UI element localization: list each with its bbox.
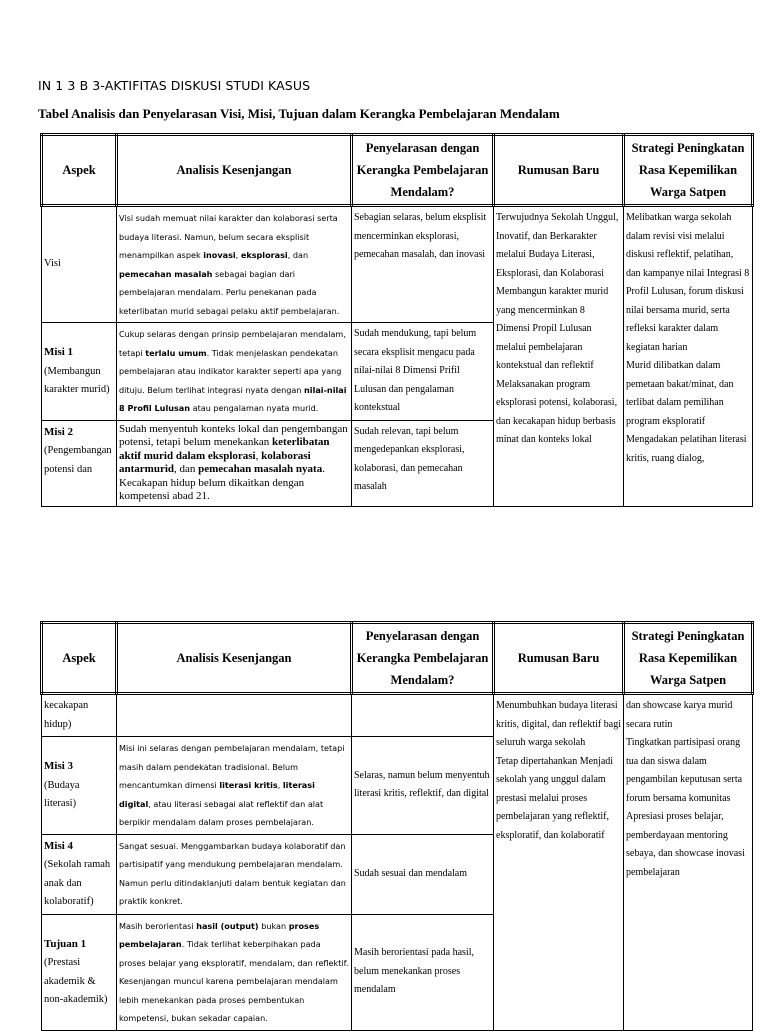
rumusan-baru-2: Menumbuhkan budaya literasi kritis, digital, dan reflektif bagi seluruh warga sekolah Tetap dipertahankan Menjadi sekolah yang unggul dalam prestasi melalui proses pembelajaran yang reflektif, eksploratif, dan kolaboratif: [494, 694, 624, 1031]
header-penyelarasan: Penyelarasan dengan Kerangka Pembelajaran Mendalam?: [352, 135, 494, 206]
strategi-1: Melibatkan warga sekolah dalam revisi visi melalui diskusi reflektif, pelatihan, dan kampanye nilai Integrasi 8 Profil Lulusan, forum diskusi nilai bersama murid, serta refleksi karakter dalam kegiatan harian Murid dilibatkan dalam pemetaan bakat/minat, dan terlibat dalam pemilihan program eksploratif Mengadakan pelatihan literasi kritis, ruang dialog,: [624, 206, 753, 507]
aspek-misi1: Misi 1 (Membangun karakter murid): [42, 323, 117, 421]
aspek-misi2: Misi 2 (Pengembangan potensi dan: [42, 420, 117, 506]
header-analisis-2: Analisis Kesenjangan: [117, 623, 352, 694]
header-strategi: Strategi Peningkatan Rasa Kepemilikan Warga Satpen: [624, 135, 753, 206]
analisis-visi: Visi sudah memuat nilai karakter dan kolaborasi serta budaya literasi. Namun, belum secara eksplisit menampilkan aspek inovasi, eksplorasi, dan pemecahan masalah sebagai bagian dari pembelajaran mendalam. Perlu penekanan pada keterlibatan murid sebagai pelaku aktif pembelajaran.: [117, 206, 352, 323]
header-aspek-2: Aspek: [42, 623, 117, 694]
header-rumusan: Rumusan Baru: [494, 135, 624, 206]
header-aspek: Aspek: [42, 135, 117, 206]
analisis-misi4: Sangat sesuai. Menggambarkan budaya kolaboratif dan partisipatif yang mendukung pembelajaran mendalam. Namun perlu ditindaklanjuti dalam bentuk kegiatan dan praktik konkret.: [117, 834, 352, 914]
analisis-misi3: Misi ini selaras dengan pembelajaran mendalam, tetapi masih dalam pendekatan tradisional. Belum mencantumkan dimensi literasi kritis, literasi digital, atau literasi sebagai alat reflektif dan alat berpikir mendalam dalam proses pembelajaran.: [117, 737, 352, 835]
analisis-tujuan1: Masih berorientasi hasil (output) bukan proses pembelajaran. Tidak terlihat keberpihakan pada proses belajar yang eksploratif, mendalam, dan reflektif. Kesenjangan muncul karena pembelajaran mendalam lebih menekankan pada proses pembentukan kompetensi, bukan sekadar capaian.: [117, 914, 352, 1030]
analisis-continued: [117, 694, 352, 737]
page-heading: IN 1 3 B 3-AKTIFITAS DISKUSI STUDI KASUS: [38, 78, 311, 93]
analysis-table-2: [40, 621, 754, 1031]
penyelarasan-visi: Sebagian selaras, belum eksplisit mencerminkan eksplorasi, pemecahan masalah, dan inovasi: [352, 206, 494, 323]
aspek-visi: Visi: [42, 206, 117, 323]
table-row-continued: [42, 694, 753, 737]
penyelarasan-misi3: Selaras, namun belum menyentuh literasi kritis, reflektif, dan digital: [352, 737, 494, 835]
table-caption: Tabel Analisis dan Penyelarasan Visi, Misi, Tujuan dalam Kerangka Pembelajaran Mendalam: [38, 106, 560, 121]
aspek-continued: kecakapan hidup): [42, 694, 117, 737]
analisis-misi2: Sudah menyentuh konteks lokal dan pengembangan potensi, tetapi belum menekankan keterlibatan aktif murid dalam eksplorasi, kolaborasi antarmurid, dan pemecahan masalah nyata. Kecakapan hidup belum dikaitkan dengan kompetensi abad 21.: [117, 420, 352, 506]
aspek-tujuan1: Tujuan 1 (Prestasi akademik & non-akademik): [42, 914, 117, 1030]
penyelarasan-tujuan1: Masih berorientasi pada hasil, belum menekankan proses mendalam: [352, 914, 494, 1030]
header-strategi-2: Strategi Peningkatan Rasa Kepemilikan Warga Satpen: [624, 623, 753, 694]
aspek-misi3: Misi 3 (Budaya literasi): [42, 737, 117, 835]
table-row-visi: [42, 206, 753, 323]
penyelarasan-misi4: Sudah sesuai dan mendalam: [352, 834, 494, 914]
header-analisis: Analisis Kesenjangan: [117, 135, 352, 206]
analysis-table-1: [40, 133, 754, 507]
header-penyelarasan-2: Penyelarasan dengan Kerangka Pembelajaran Mendalam?: [352, 623, 494, 694]
header-rumusan-2: Rumusan Baru: [494, 623, 624, 694]
penyelarasan-misi1: Sudah mendukung, tapi belum secara eksplisit mengacu pada nilai-nilai 8 Dimensi Prifil Lulusan dan pengalaman kontekstual: [352, 323, 494, 421]
aspek-misi4: Misi 4 (Sekolah ramah anak dan kolaboratif): [42, 834, 117, 914]
strategi-2: dan showcase karya murid secara rutin Tingkatkan partisipasi orang tua dan siswa dalam pengambilan keputusan serta forum bersama komunitas Apresiasi proses belajar, pemberdayaan mentoring sebaya, dan showcase inovasi pembelajaran: [624, 694, 753, 1031]
penyelarasan-misi2: Sudah relevan, tapi belum mengedepankan eksplorasi, kolaborasi, dan pemecahan masalah: [352, 420, 494, 506]
penyelarasan-continued: [352, 694, 494, 737]
analisis-misi1: Cukup selaras dengan prinsip pembelajaran mendalam, tetapi terlalu umum. Tidak menjelaskan pendekatan pembelajaran atau indikator karakter seperti apa yang dituju. Belum terlihat integrasi nyata dengan nilai-nilai 8 Profil Lulusan atau pengalaman nyata murid.: [117, 323, 352, 421]
rumusan-baru-1: Terwujudnya Sekolah Unggul, Inovatif, dan Berkarakter melalui Budaya Literasi, Eksplorasi, dan Kolaborasi Membangun karakter murid yang mencerminkan 8 Dimensi Propil Lulusan melalui pembelajaran kontekstual dan reflektif Melaksanakan program eksplorasi potensi, kolaborasi, dan kecakapan hidup berbasis minat dan konteks lokal: [494, 206, 624, 507]
